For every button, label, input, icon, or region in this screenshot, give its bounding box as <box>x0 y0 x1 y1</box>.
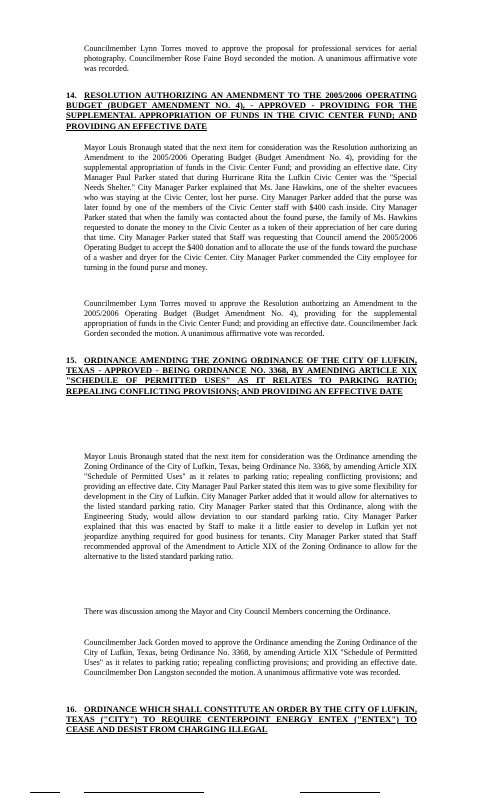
footer-rule-right <box>300 792 380 793</box>
item-14-heading <box>66 90 417 131</box>
footer-rule-center <box>84 792 204 793</box>
footer-rule-left <box>30 792 60 793</box>
paragraph-item-15-council-discussion: There was discussion among the Mayor and City Council Members concerning the Ordinance. <box>84 607 391 616</box>
paragraph-item-15-discussion: Mayor Louis Bronaugh stated that the next item for consideration was the Ordinance amending the Zoning Ordinance of the City of Lufkin, Texas, being Ordinance No. 3368, by amending Article XIX "Schedule of Permitted Uses" as it relates to parking ratio; repealing conflicting provisions; and providing an effective date. City Manager Paul Parker stated this item was to give some flexibility for development in the City of Lufkin. City Manager Parker added that it would allow for alternatives to the listed standard parking ratio. City Manager Parker stated that this Ordinance, along with the Engineering Study, would allow deviation to our standard parking ratio. City Manager Parker explained that this was enacted by Staff to make it a little easier to develop in Lufkin yet not jeopardize anything required for good business for tenants. City Manager Parker stated that Staff recommended approval of the Amendment to Article XIX of the Zoning Ordinance to allow for the alternative to the listed standard parking ratio. <box>84 452 417 561</box>
item-15-heading <box>66 355 417 396</box>
item-14-title: RESOLUTION AUTHORIZING AN AMENDMENT TO THE 2005/2006 OPERATING BUDGET (BUDGET AMENDMENT NO. 4), - APPROVED - PROVIDING FOR THE SUPPLEMENTAL APPROPRIATION OF FUNDS IN THE CIVIC CENTER FUND; AND PROVIDING AN EFFECTIVE DATE <box>66 90 417 131</box>
item-16-title: ORDINANCE WHICH SHALL CONSTITUTE AN ORDER BY THE CITY OF LUFKIN, TEXAS ("CITY") TO REQUIRE CENTERPOINT ENERGY ENTEX ("ENTEX") TO CEASE AND DESIST FROM CHARGING ILLEGAL <box>66 704 417 735</box>
item-15-title: ORDINANCE AMENDING THE ZONING ORDINANCE OF THE CITY OF LUFKIN, TEXAS - APPROVED - BEING ORDINANCE NO. 3368, BY AMENDING ARTICLE XIX "SCHEDULE OF PERMITTED USES" AS IT RELATES TO PARKING RATIO; REPEALING CONFLICTING PROVISIONS; AND PROVIDING AN EFFECTIVE DATE <box>66 355 417 396</box>
paragraph-item-15-motion: Councilmember Jack Gorden moved to approve the Ordinance amending the Zoning Ordinance of the City of Lufkin, Texas, being Ordinance No. 3368, by amending Article XIX "Schedule of Permitted Uses" as it relates to parking ratio; repealing conflicting provisions; and providing an effective date. Councilmember Don Langston seconded the motion. A unanimous affirmative vote was recorded. <box>84 638 417 677</box>
paragraph-aerial-photography-motion: Councilmember Lynn Torres moved to approve the proposal for professional services for aerial photography. Councilmember Rose Faine Boyd seconded the motion. A unanimous affirmative vote was recorded. <box>84 44 417 73</box>
paragraph-item-14-motion: Councilmember Lynn Torres moved to approve the Resolution authorizing an Amendment to the 2005/2006 Operating Budget (Budget Amendment No. 4), providing for the supplemental appropriation of funds in the Civic Center Fund; and providing an effective date. Councilmember Jack Gorden seconded the motion. A unanimous affirmative vote was recorded. <box>84 299 417 338</box>
paragraph-item-14-discussion: Mayor Louis Bronaugh stated that the next item for consideration was the Resolution authorizing an Amendment to the 2005/2006 Operating Budget (Budget Amendment No. 4), providing for the supplemental appropriation of funds in the Civic Center Fund; and providing an effective date. City Manager Paul Parker stated that during Hurricane Rita the Lufkin Civic Center was the "Special Needs Shelter." City Manager Parker explained that Ms. Jane Hawkins, one of the shelter evacuees who was staying at the Civic Center, lost her purse. City Manager Parker added that the purse was later found by one of the members of the Civic Center staff with $400 cash inside. City Manager Parker stated that when the family was contacted about the found purse, the family of Ms. Hawkins requested to donate the money to the Civic Center as a token of their appreciation of her care during that time. City Manager Parker stated that Staff was requesting that Council amend the 2005/2006 Operating Budget to accept the $400 donation and to allocate the use of the funds toward the purchase of a washer and dryer for the Civic Center. City Manager Parker commended the City employee for turning in the found purse and money. <box>84 143 417 272</box>
item-16-number: 16. <box>66 704 77 714</box>
item-14-number: 14. <box>66 90 77 100</box>
item-15-number: 15. <box>66 355 77 365</box>
item-16-heading <box>66 704 417 735</box>
